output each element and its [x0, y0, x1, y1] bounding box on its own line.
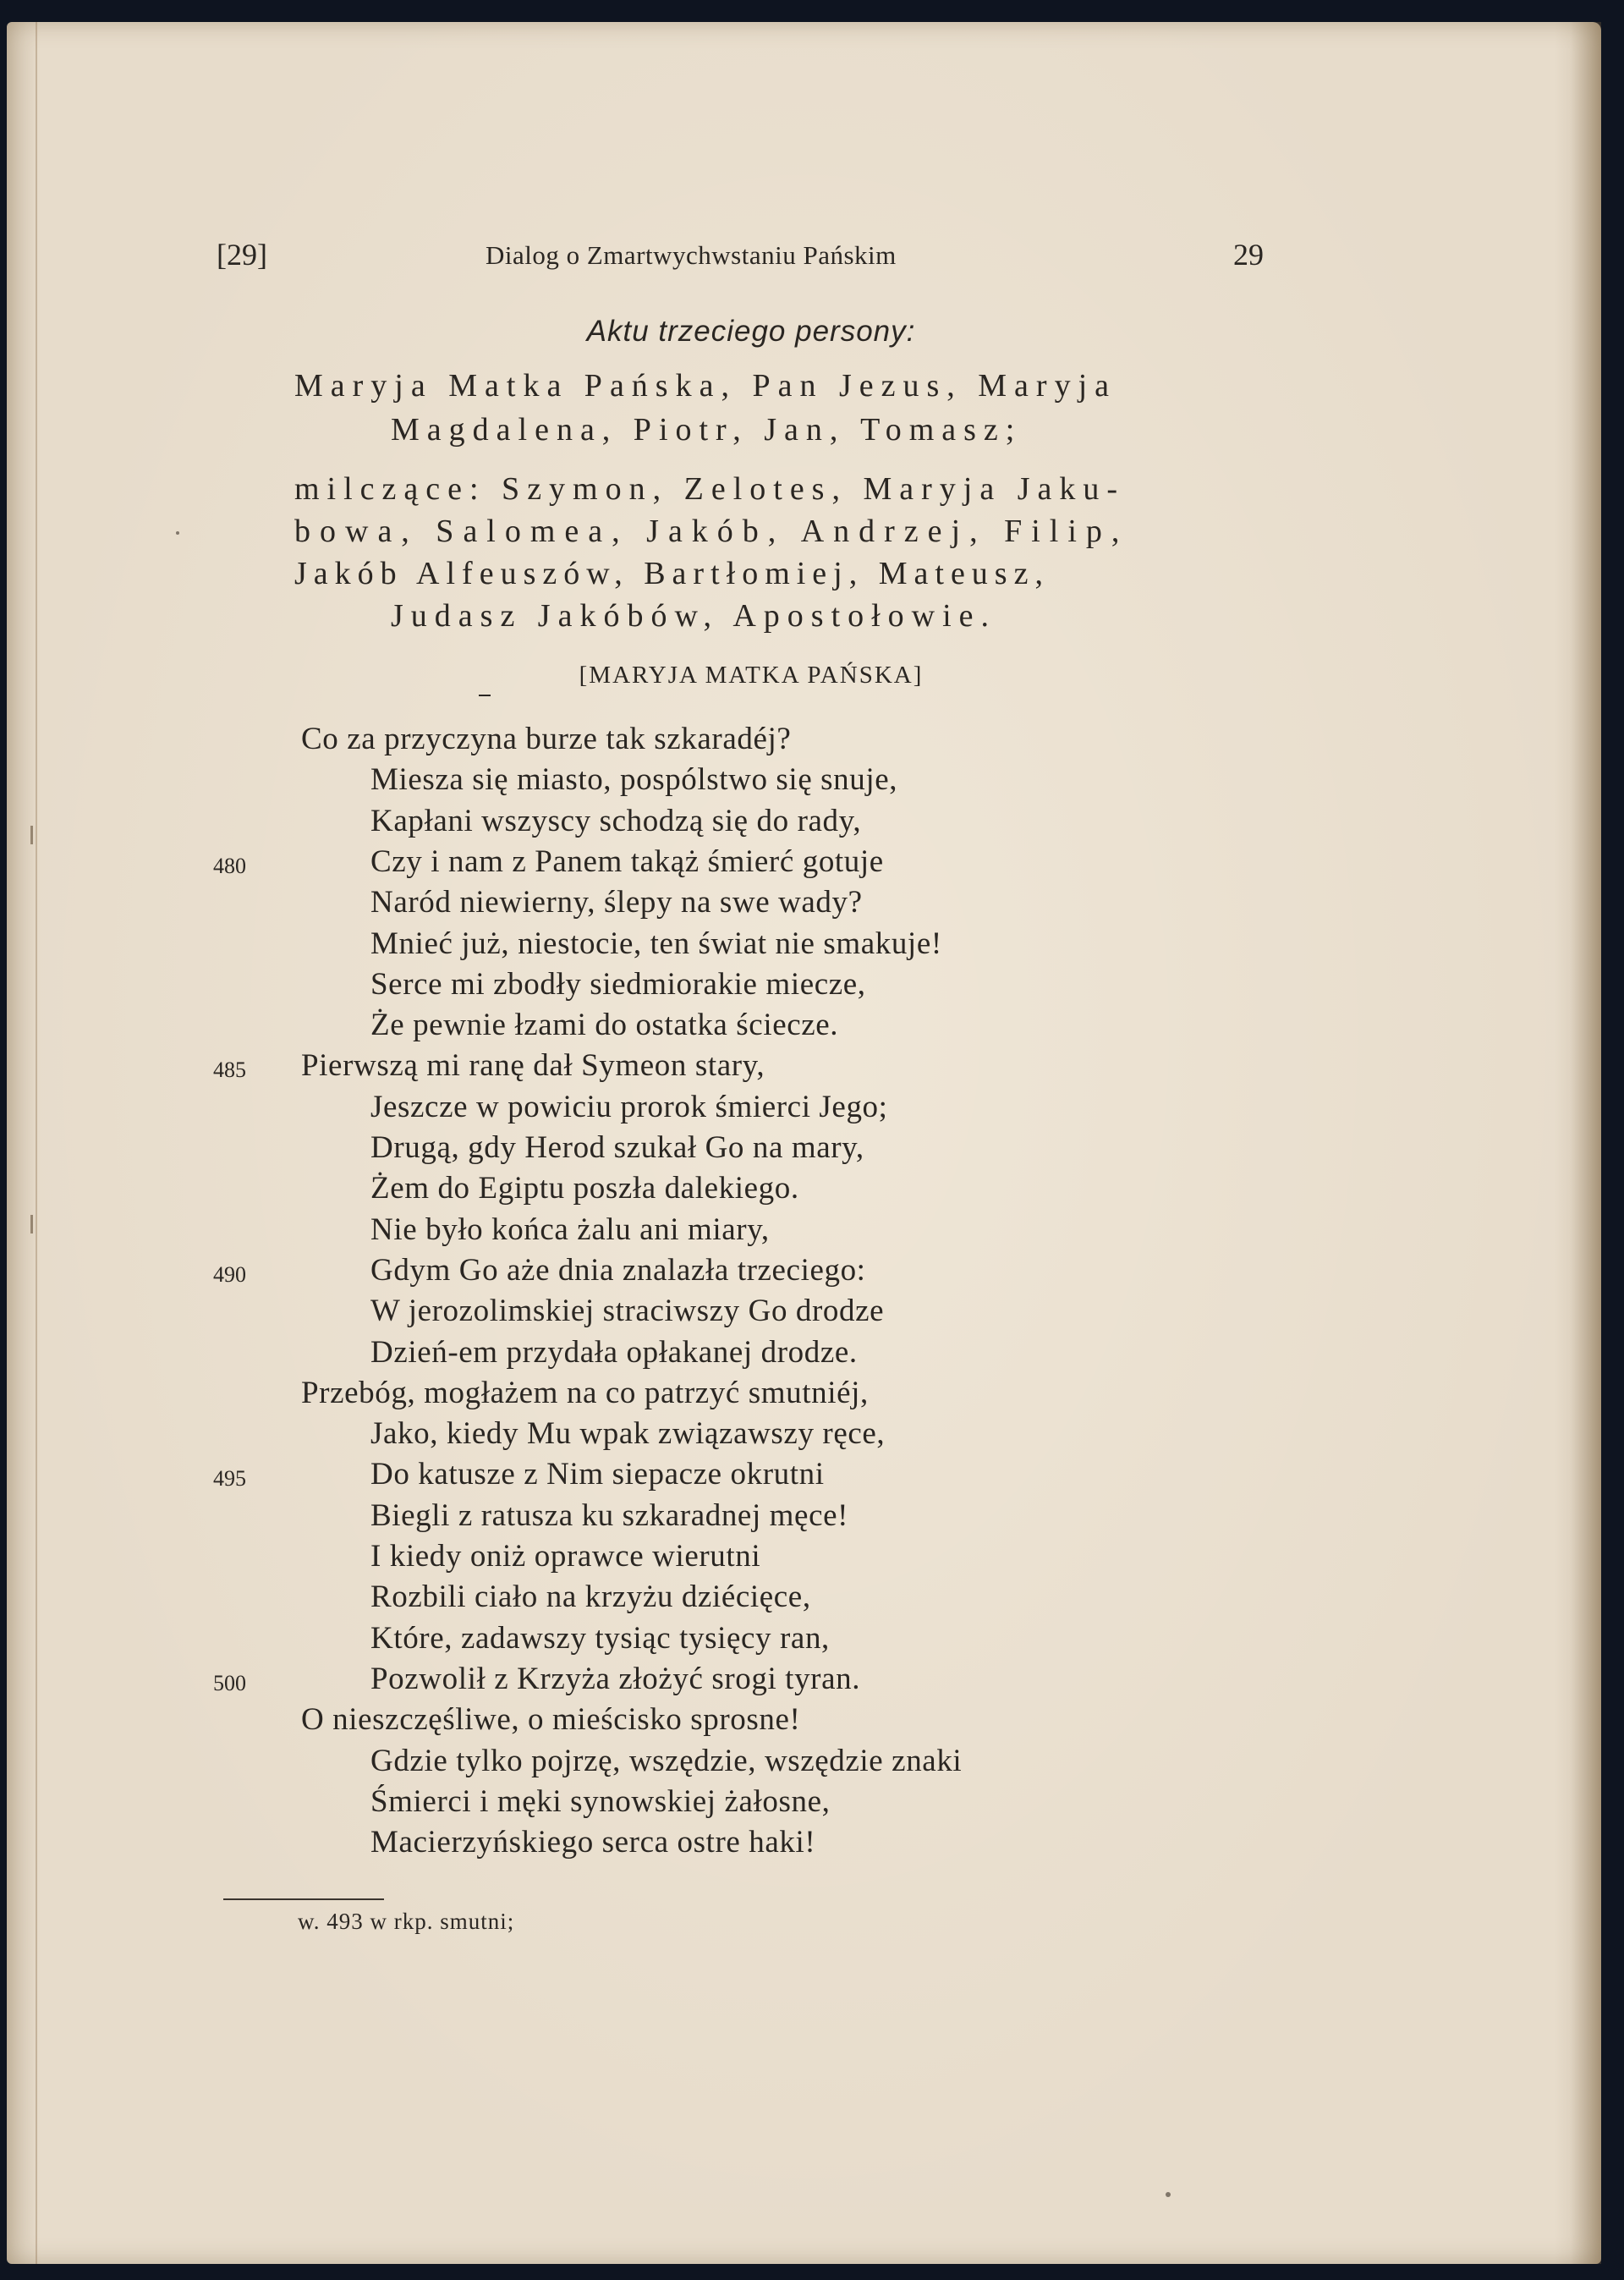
verse-text: Gdzie tylko pojrzę, wszędzie, wszędzie znaki [370, 1743, 963, 1778]
verse-text: Że pewnie łzami do ostatka ściecze. [370, 1008, 839, 1043]
verse-line [7, 884, 1597, 925]
verse-text: Biegli z ratusza ku szkaradnej męce! [370, 1497, 849, 1533]
page-number: 29 [1233, 238, 1264, 272]
verse-number: 480 [213, 853, 246, 878]
verse-line [7, 1211, 1597, 1252]
verse-line [7, 1661, 1597, 1701]
verse-text: Jeszcze w powiciu prorok śmierci Jego; [370, 1089, 888, 1124]
cast-silent-line: Jakób Alfeuszów, Bartłomiej, Mateusz, [294, 556, 1050, 591]
verse-line [7, 761, 1597, 802]
verse-text: Rozbili ciało na krzyżu dziécięce, [370, 1580, 811, 1615]
verse-text: Nie było końca żalu ani miary, [370, 1211, 770, 1247]
verse-line [7, 926, 1597, 966]
paper-speck [176, 531, 179, 535]
verse-number: 485 [213, 1058, 246, 1083]
paper-speck [1166, 2192, 1171, 2197]
verse-line [7, 1293, 1597, 1333]
verse-text: Przebóg, mogłażem na co patrzyć smutniéj, [301, 1375, 869, 1410]
verse-text: Żem do Egiptu poszła dalekiego. [370, 1171, 799, 1206]
book-page [7, 22, 1601, 2264]
verse-line [7, 1783, 1597, 1824]
verse-text: Śmierci i męki synowskiej żałosne, [370, 1783, 831, 1819]
verse-text: Pozwolił z Krzyża złożyć srogi tyran. [370, 1661, 861, 1696]
verse-text: Które, zadawszy tysiąc tysięcy ran, [370, 1620, 830, 1656]
verse-text: W jerozolimskiej straciwszy Go drodze [370, 1294, 885, 1329]
verse-line [7, 1538, 1597, 1579]
verse-text: Jako, kiedy Mu wpak związawszy ręce, [370, 1416, 886, 1452]
verse-text: Pierwszą mi ranę dał Symeon stary, [301, 1048, 765, 1084]
verse-text: Co za przyczyna burze tak szkaradéj? [301, 722, 792, 756]
cast-speaking-line: Maryja Matka Pańska, Pan Jezus, Maryja [294, 368, 1117, 404]
verse-line [7, 1252, 1597, 1293]
cast-speaking-line: Magdalena, Piotr, Jan, Tomasz; [391, 412, 1023, 448]
verse-text: Do katusze z Nim siepacze okrutni [370, 1457, 825, 1492]
verse-line [7, 803, 1597, 843]
verse-text: Drugą, gdy Herod szukał Go na mary, [370, 1130, 864, 1165]
ornament-dash [479, 695, 491, 696]
verse-text: Naród niewierny, ślepy na swe wady? [370, 885, 863, 920]
verse-line [7, 1824, 1597, 1865]
verse-text: Serce mi zbodły siedmiorakie miecze, [370, 966, 866, 1002]
verse-line [7, 1089, 1597, 1129]
verse-line [7, 1170, 1597, 1211]
cast-silent-line: bowa, Salomea, Jakób, Andrzej, Filip, [294, 514, 1129, 549]
verse-text: Macierzyńskiego serca ostre haki! [370, 1825, 816, 1860]
verse-text: Kapłani wszyscy schodzą się do rady, [370, 803, 862, 838]
verse-text: Czy i nam z Panem takąż śmierć gotuje [370, 843, 884, 879]
verse-number: 500 [213, 1670, 246, 1695]
page-marker: [29] [217, 238, 267, 272]
footnote: w. 493 w rkp. smutni; [298, 1909, 515, 1934]
verse-line [7, 1334, 1597, 1375]
verse-line [7, 843, 1597, 884]
verse-line [7, 1579, 1597, 1619]
verse-line [7, 1701, 1597, 1742]
verse-text: Dzień-em przydała opłakanej drodze. [370, 1334, 858, 1370]
verse-number: 495 [213, 1466, 246, 1492]
verse-line [7, 1620, 1597, 1661]
verse-text: O nieszczęśliwe, o mieścisko sprosne! [301, 1702, 801, 1738]
verse-line [7, 1456, 1597, 1497]
verse-line [7, 1047, 1597, 1088]
verse-text: I kiedy oniż oprawce wierutni [370, 1539, 761, 1574]
running-header [217, 237, 1274, 279]
verse-text: Mnieć już, niestocie, ten świat nie smakuje! [370, 926, 942, 961]
verse-line [7, 1743, 1597, 1783]
cast-silent-line: milczące: Szymon, Zelotes, Maryja Jaku- [294, 471, 1126, 507]
verse-text: Gdym Go aże dnia znalazła trzeciego: [370, 1252, 866, 1288]
verse-line [7, 1129, 1597, 1170]
verse-line [7, 1007, 1597, 1047]
verse-line [7, 721, 1597, 761]
cast-silent-line: Judasz Jakóbów, Apostołowie. [391, 598, 997, 634]
verse-number: 490 [213, 1261, 246, 1287]
verse-line [7, 1415, 1597, 1456]
running-title: Dialog o Zmartwychwstaniu Pańskim [486, 240, 897, 270]
verse-text: Miesza się miasto, pospólstwo się snuje, [370, 762, 898, 798]
verse-line [7, 1375, 1597, 1415]
verse-line [7, 966, 1597, 1007]
verse-line [7, 1497, 1597, 1538]
cast-title: Aktu trzeciego persony: [586, 315, 916, 348]
footnote-rule [223, 1898, 384, 1900]
speaker-heading: [MARYJA MATKA PAŃSKA] [579, 662, 924, 689]
